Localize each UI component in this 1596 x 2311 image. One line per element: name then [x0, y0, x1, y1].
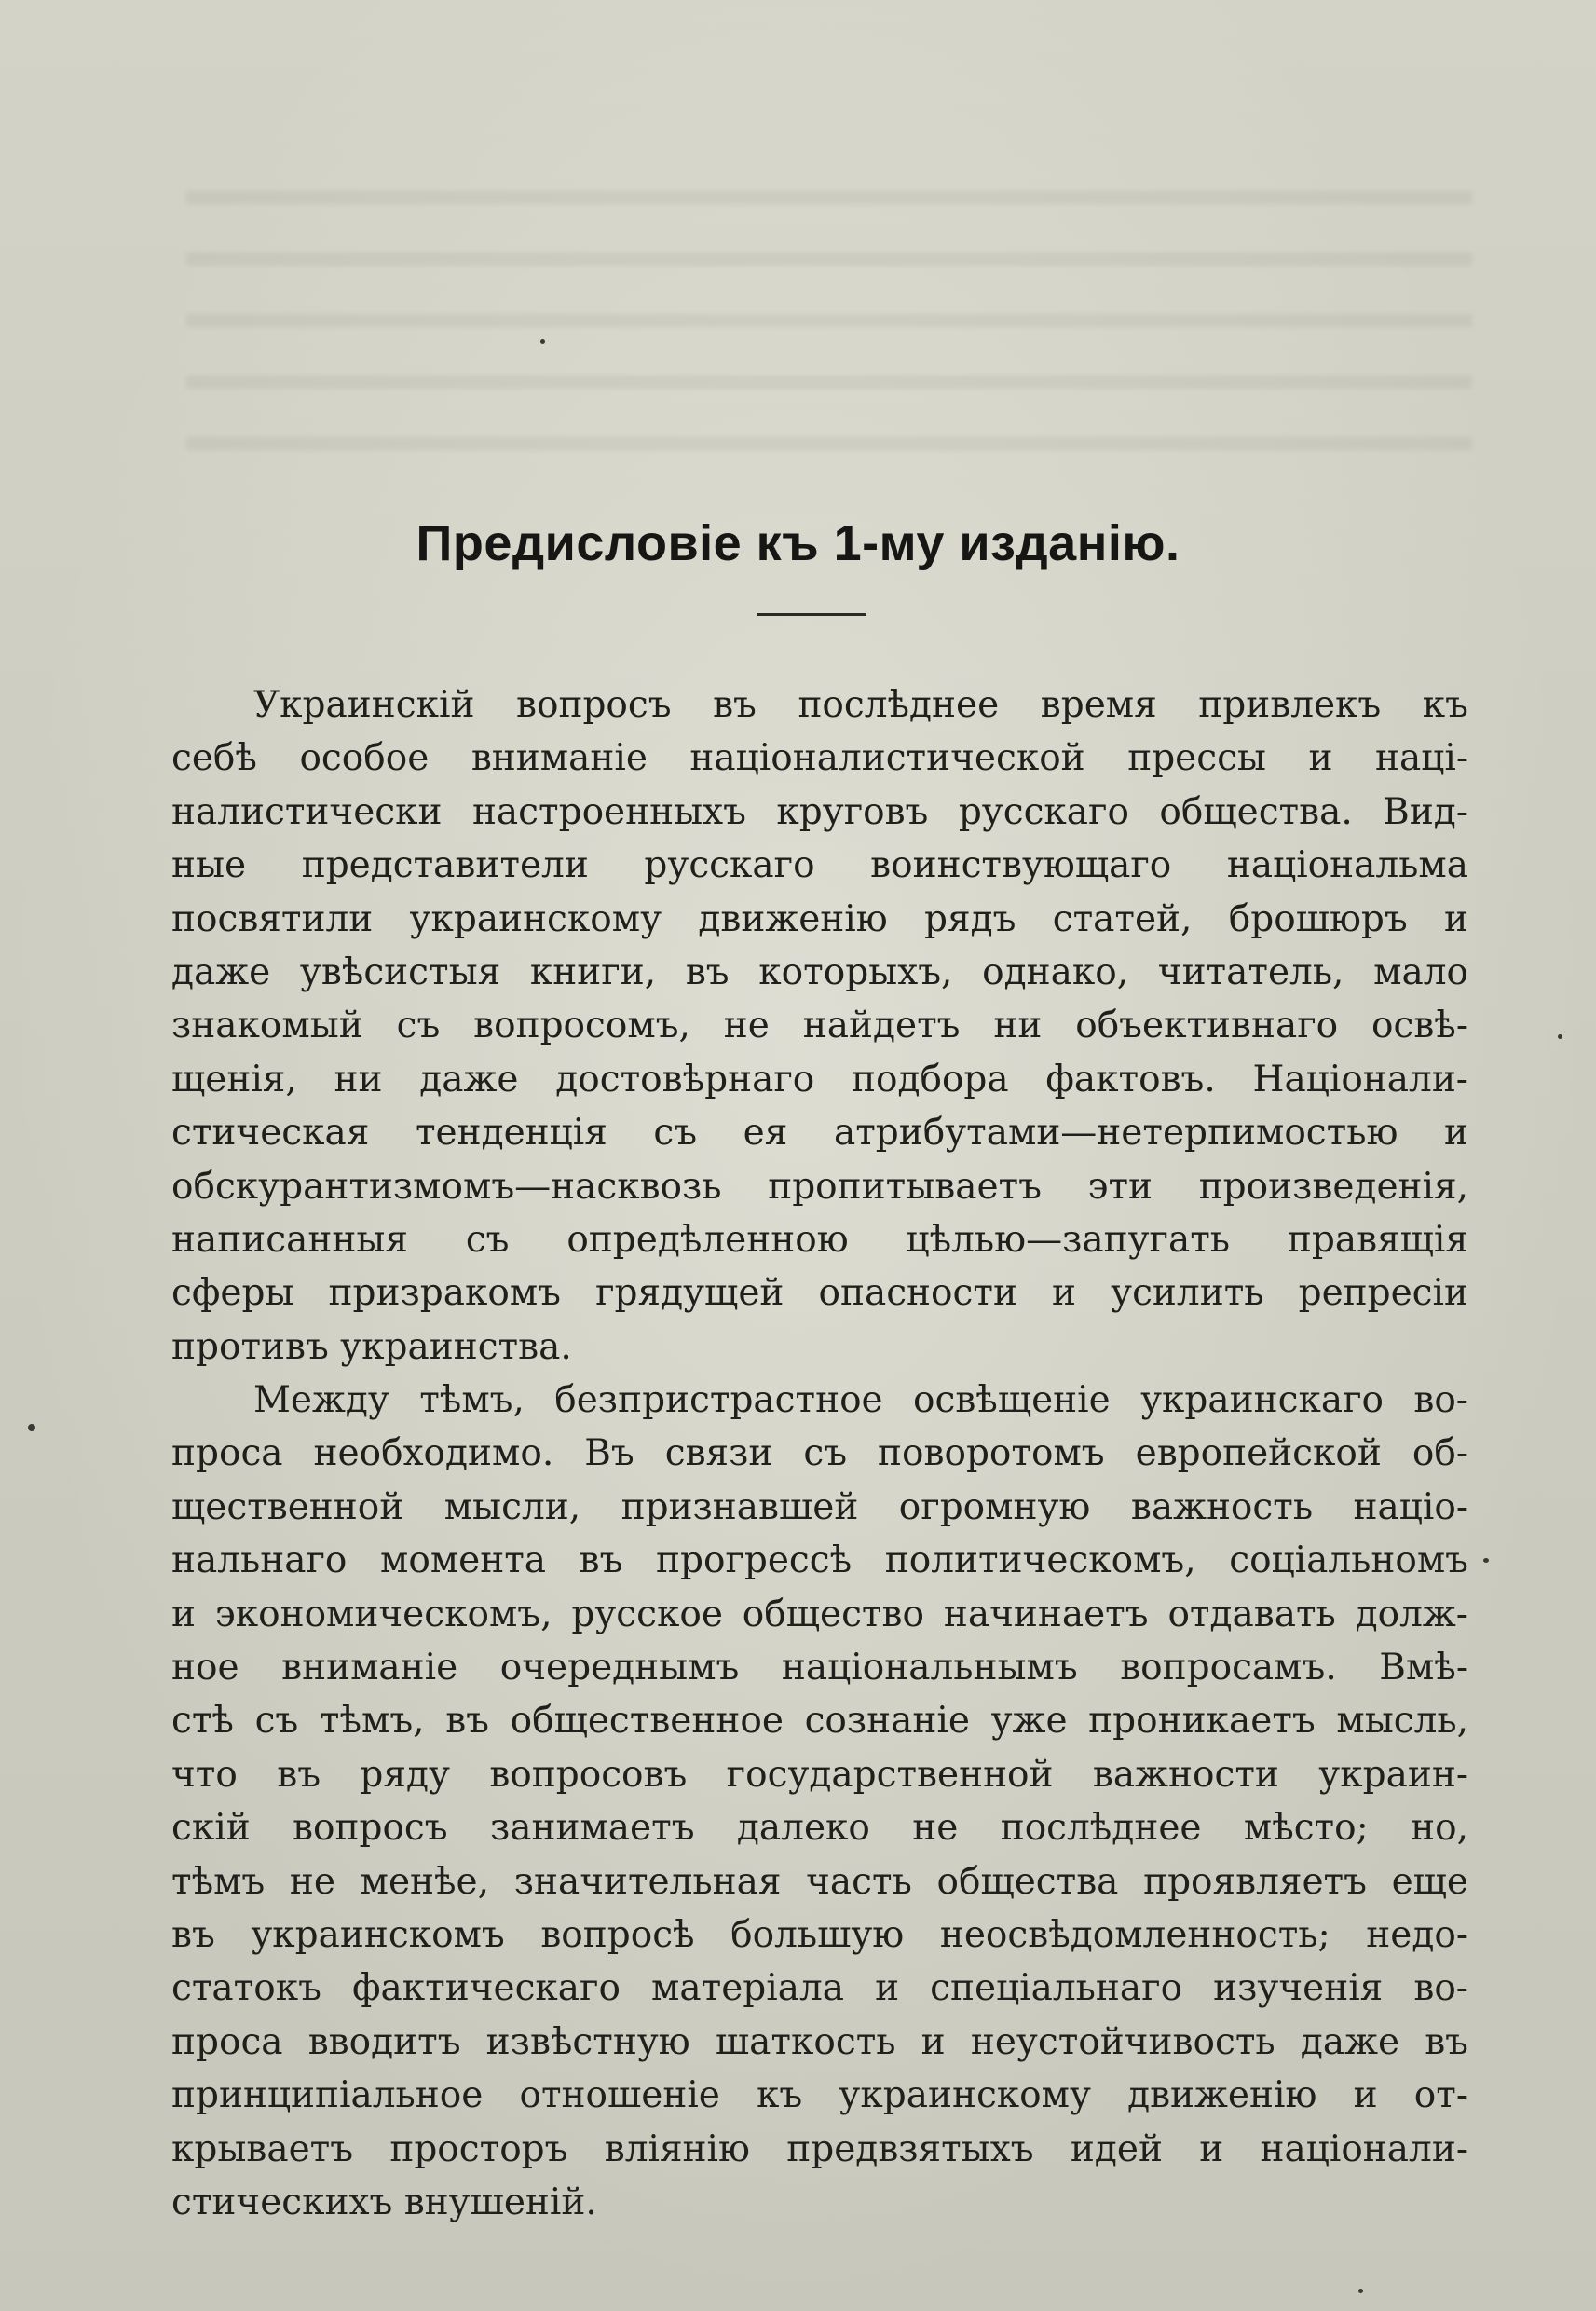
text-line: крываетъ просторъ вліянію предвзятыхъ идей и націонали-: [171, 2127, 1468, 2170]
print-speck: [1558, 1034, 1562, 1039]
text-line: ное вниманіе очереднымъ національнымъ вопросамъ. Вмѣ-: [171, 1647, 1468, 1689]
text-line: щенія, ни даже достовѣрнаго подбора фактовъ. Націонали-: [171, 1058, 1468, 1101]
text-line: посвятили украинскому движенію рядъ статей, брошюръ и: [171, 897, 1468, 940]
text-line: сферы призракомъ грядущей опасности и усилить репресіи: [171, 1272, 1468, 1315]
text-line: написанныя съ опредѣленною цѣлью—запугать правящія: [171, 1218, 1468, 1261]
text-line: тѣмъ не менѣе, значительная часть общества проявляетъ еще: [171, 1860, 1468, 1903]
print-speck: [540, 339, 545, 344]
print-speck: [1358, 2289, 1363, 2293]
text-line: даже увѣсистыя книги, въ которыхъ, однако, читатель, мало: [171, 950, 1468, 993]
body-text: [171, 678, 1468, 2229]
text-line: скій вопросъ занимаетъ далеко не послѣднее мѣсто; но,: [171, 1807, 1468, 1850]
print-speck: [1483, 1558, 1489, 1563]
text-line: обскурантизмомъ—насквозь пропитываетъ эти произведенія,: [171, 1165, 1468, 1208]
text-line: въ украинскомъ вопросѣ большую неосвѣдомленность; недо-: [171, 1913, 1468, 1956]
text-line: стическихъ внушеній.: [171, 2181, 597, 2223]
text-line: стѣ съ тѣмъ, въ общественное сознаніе уже проникаетъ мысль,: [171, 1700, 1468, 1743]
text-line: что въ ряду вопросовъ государственной важности украин-: [171, 1753, 1468, 1796]
text-line: Украинскій вопросъ въ послѣднее время привлекъ къ: [253, 684, 1468, 726]
text-line: противъ украинства.: [171, 1325, 572, 1368]
text-line: проса необходимо. Въ связи съ поворотомъ европейской об-: [171, 1432, 1468, 1475]
heading-rule: [757, 613, 866, 616]
bleed-through-shadow: [186, 191, 1472, 461]
text-line: Между тѣмъ, безпристрастное освѣщеніе украинскаго во-: [253, 1379, 1468, 1422]
text-line: щественной мысли, признавшей огромную важность націо-: [171, 1485, 1468, 1528]
page-heading: Предисловіе къ 1-му изданію.: [416, 515, 1180, 571]
text-line: себѣ особое вниманіе націоналистической прессы и наці-: [171, 737, 1468, 780]
text-line: принципіальное отношеніе къ украинскому движенію и от-: [171, 2074, 1468, 2117]
text-line: и экономическомъ, русское общество начинаетъ отдавать долж-: [171, 1593, 1468, 1635]
print-speck: [28, 1424, 35, 1431]
text-line: статокъ фактическаго матеріала и спеціальнаго изученія во-: [171, 1967, 1468, 2010]
text-line: налистически настроенныхъ круговъ русскаго общества. Вид-: [171, 790, 1468, 833]
text-line: проса вводитъ извѣстную шаткость и неустойчивость даже въ: [171, 2020, 1468, 2063]
text-line: стическая тенденція съ ея атрибутами—нетерпимостью и: [171, 1112, 1468, 1155]
text-line: знакомый съ вопросомъ, не найдетъ ни объективнаго освѣ-: [171, 1005, 1468, 1047]
text-line: нальнаго момента въ прогрессѣ политическомъ, соціальномъ: [171, 1539, 1468, 1582]
text-line: ные представители русскаго воинствующаго національма: [171, 844, 1468, 887]
